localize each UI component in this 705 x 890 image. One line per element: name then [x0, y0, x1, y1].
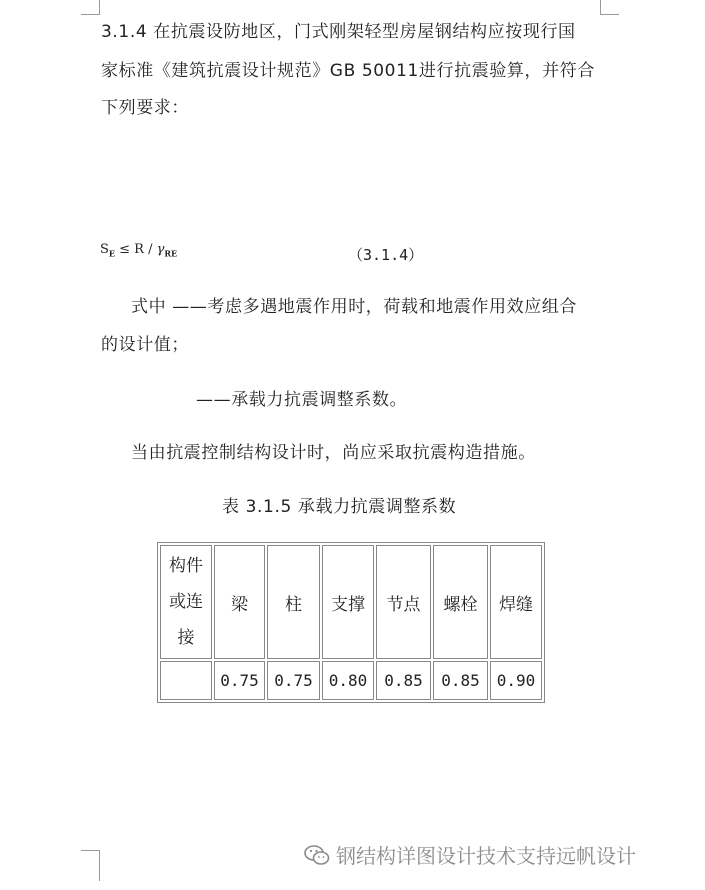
value-column: 0.75 — [267, 661, 320, 700]
value-beam: 0.75 — [214, 661, 265, 700]
watermark — [304, 840, 636, 869]
header-joint: 节点 — [376, 545, 431, 659]
where-line-1: 式中 ——考虑多遇地震作用时，荷载和地震作用效应组合 — [131, 297, 578, 317]
header-component-or-connection — [160, 545, 212, 659]
value-weld: 0.90 — [490, 661, 542, 700]
wechat-icon — [304, 844, 330, 866]
formula-relation: ≤ R / — [115, 242, 157, 257]
table-header-row — [160, 545, 542, 659]
header-line: 接 — [177, 628, 195, 648]
table-caption: 表 3.1.5 承载力抗震调整系数 — [222, 497, 457, 517]
formula-s-sub: E — [108, 248, 116, 259]
table-cell-empty — [160, 661, 212, 700]
equation-number: （3.1.4） — [348, 246, 424, 264]
seismic-detailing-note: 当由抗震控制结构设计时，尚应采取抗震构造措施。 — [131, 443, 536, 463]
clause-3-1-4-line-1: 3.1.4 在抗震设防地区，门式刚架轻型房屋钢结构应按现行国 — [101, 22, 576, 42]
seismic-adjustment-table — [157, 542, 545, 703]
header-brace: 支撑 — [322, 545, 374, 659]
header-beam: 梁 — [214, 545, 265, 659]
clause-3-1-4-line-2: 家标准《建筑抗震设计规范》GB 50011进行抗震验算，并符合 — [101, 61, 595, 81]
crop-mark-bottom-left — [81, 850, 100, 881]
formula-gamma-sub: RE — [164, 248, 178, 259]
header-line: 或连 — [169, 592, 203, 612]
formula-seismic-check — [100, 242, 177, 259]
value-joint: 0.85 — [376, 661, 431, 700]
where-line-2: 的设计值； — [101, 335, 189, 355]
value-bolt: 0.85 — [433, 661, 488, 700]
header-bolt: 螺栓 — [433, 545, 488, 659]
crop-mark-top-right — [600, 0, 619, 15]
value-brace: 0.80 — [322, 661, 374, 700]
formula-s: S — [100, 242, 109, 257]
table-row — [160, 661, 542, 700]
where-line-3: ——承载力抗震调整系数。 — [196, 390, 408, 410]
clause-3-1-4-line-3: 下列要求： — [101, 98, 189, 118]
watermark-text: 钢结构详图设计技术支持远帆设计 — [336, 844, 636, 868]
header-weld: 焊缝 — [490, 545, 542, 659]
header-column: 柱 — [267, 545, 320, 659]
crop-mark-top-left — [81, 0, 100, 15]
header-line: 构件 — [169, 556, 203, 576]
formula-gamma: γ — [156, 242, 165, 257]
